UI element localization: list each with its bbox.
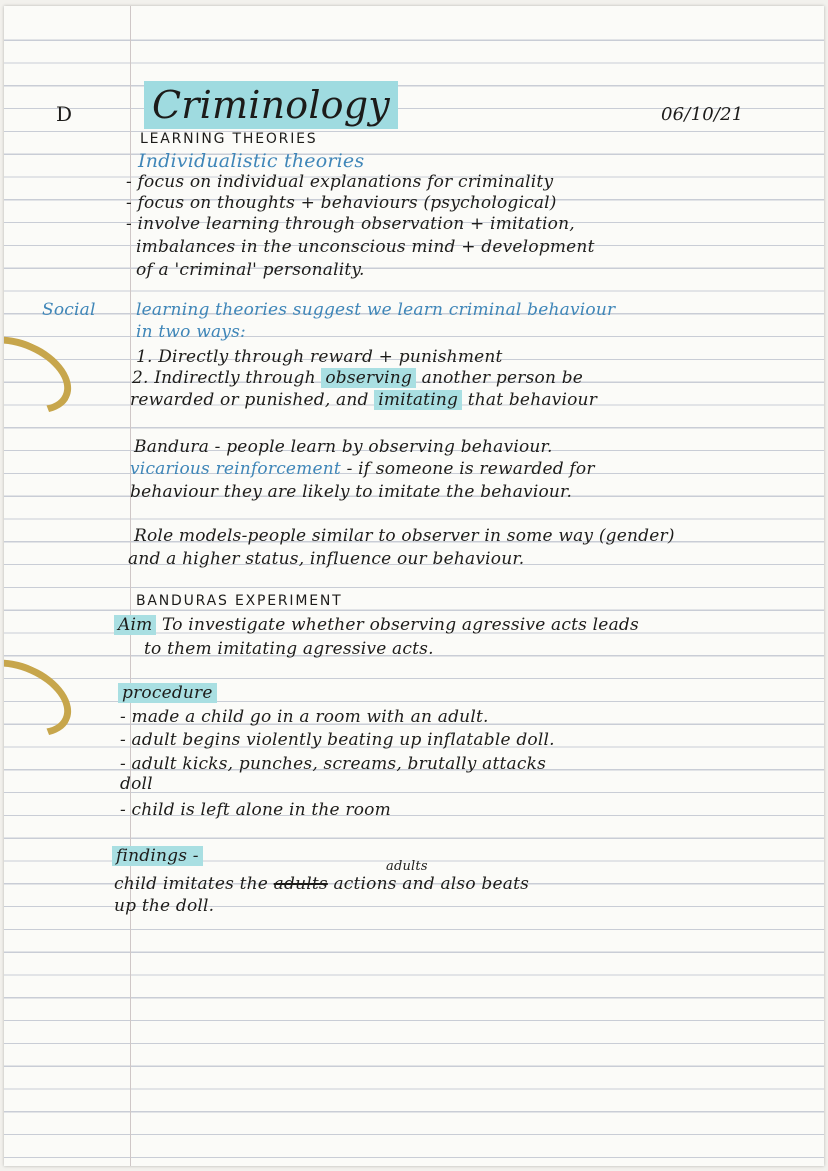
findings-line-1-pre: child imitates the	[114, 874, 269, 894]
title-highlight: Criminology	[144, 81, 398, 129]
social-point-2a	[132, 370, 583, 387]
individualistic-line-5: of a 'criminal' personality.	[136, 260, 365, 280]
page-title	[144, 83, 398, 127]
procedure-label-wrap	[118, 685, 217, 702]
social-learning-line-1: learning theories suggest we learn criminal behaviour	[136, 300, 616, 320]
individualistic-line-1: - focus on individual explanations for criminality	[126, 172, 554, 192]
social-learning-line-2: in two ways:	[136, 322, 246, 342]
subtitle: LEARNING THEORIES	[140, 131, 318, 147]
bandura-line-2	[130, 461, 595, 478]
binder-ring-upper	[4, 322, 83, 429]
findings-line-1-post: actions and also beats	[333, 874, 530, 894]
imitating-highlight: imitating	[374, 390, 462, 410]
corner-mark: D	[56, 102, 73, 126]
findings-label-wrap	[112, 848, 203, 865]
point-2b-post: that behaviour	[467, 390, 598, 410]
individualistic-heading: Individualistic theories	[138, 150, 365, 172]
date: 06/10/21	[661, 104, 744, 125]
notebook-page	[4, 6, 824, 1166]
experiment-heading: BANDURAS EXPERIMENT	[136, 593, 343, 609]
point-2b-pre: rewarded or punished, and	[130, 390, 369, 410]
aim-label: Aim	[114, 615, 156, 635]
procedure-label: procedure	[118, 683, 217, 703]
point-2a-pre: 2. Indirectly through	[132, 368, 316, 388]
binder-ring-lower	[4, 645, 83, 752]
findings-insertion: adults	[386, 859, 428, 874]
role-models-line-2: and a higher status, influence our behaviour.	[128, 549, 525, 569]
procedure-line-2: - adult begins violently beating up inflatable doll.	[120, 730, 555, 750]
findings-line-1	[114, 876, 529, 893]
observing-highlight: observing	[321, 368, 416, 388]
individualistic-line-3: - involve learning through observation + imitation,	[126, 214, 575, 234]
aim-line-2: to them imitating agressive acts.	[144, 639, 434, 659]
aim-line-1	[114, 617, 639, 634]
findings-struck-word: adults	[273, 874, 328, 894]
social-point-1: 1. Directly through reward + punishment	[136, 347, 503, 367]
bandura-line-1: Bandura - people learn by observing behaviour.	[134, 437, 553, 457]
procedure-line-4: doll	[120, 774, 153, 794]
findings-line-2: up the doll.	[114, 896, 215, 916]
role-models-line-1: Role models-people similar to observer in some way (gender)	[134, 526, 675, 546]
bandura-line-3: behaviour they are likely to imitate the behaviour.	[130, 482, 573, 502]
findings-label: findings -	[112, 846, 203, 866]
procedure-line-3: - adult kicks, punches, screams, brutally attacks	[120, 754, 547, 774]
social-margin-label: Social	[42, 300, 96, 320]
aim-text-1: To investigate whether observing agressive acts leads	[162, 615, 639, 635]
vicarious-reinforcement-term: vicarious reinforcement	[130, 459, 341, 479]
point-2a-post: another person be	[421, 368, 584, 388]
individualistic-line-2: - focus on thoughts + behaviours (psychological)	[126, 193, 557, 213]
social-point-2b	[130, 392, 597, 409]
procedure-line-1: - made a child go in a room with an adult.	[120, 707, 489, 727]
vicarious-definition: - if someone is rewarded for	[346, 459, 595, 479]
individualistic-line-4: imbalances in the unconscious mind + development	[136, 237, 595, 257]
procedure-line-5: - child is left alone in the room	[120, 800, 391, 820]
